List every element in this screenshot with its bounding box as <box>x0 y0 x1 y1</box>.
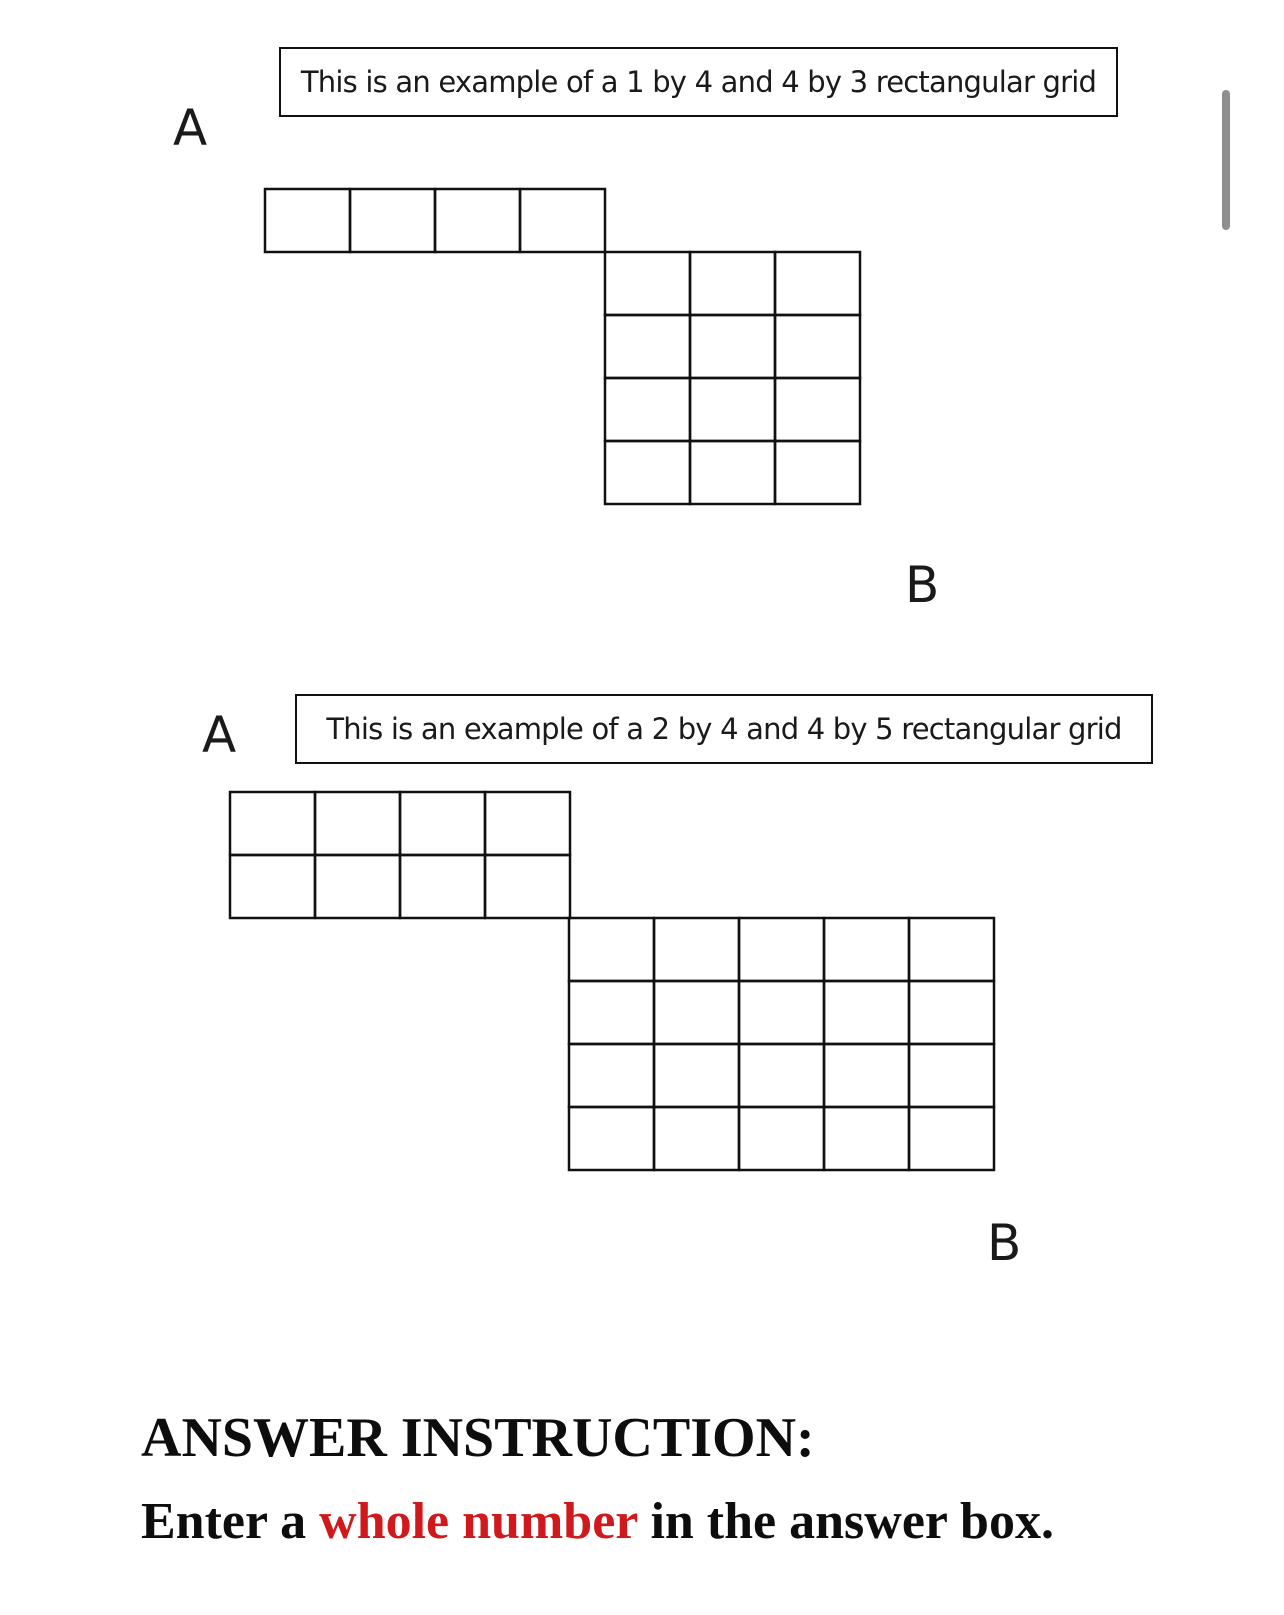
example2-grid-2-by-4 <box>230 792 570 918</box>
grid-cell <box>824 918 909 981</box>
grid-cell <box>400 855 485 918</box>
grid-cell <box>690 252 775 315</box>
grid-cell <box>654 1044 739 1107</box>
example2-grid-4-by-5 <box>569 918 994 1170</box>
instruction-text-before: Enter a <box>141 1493 320 1550</box>
grid-cell <box>739 981 824 1044</box>
grid-cell <box>909 1044 994 1107</box>
grid-cell <box>909 1107 994 1170</box>
grid-cell <box>485 855 570 918</box>
grid-cell <box>230 792 315 855</box>
grid-cell <box>654 981 739 1044</box>
vertical-scrollbar-thumb[interactable] <box>1222 90 1230 230</box>
answer-instruction-title: ANSWER INSTRUCTION: <box>141 1407 815 1469</box>
grid-cell <box>824 1107 909 1170</box>
grid-cell <box>315 855 400 918</box>
example2-label-a: A <box>202 706 237 764</box>
grid-cell <box>824 981 909 1044</box>
example2-label-b: B <box>987 1214 1022 1272</box>
grid-cell <box>824 1044 909 1107</box>
grid-cell <box>520 189 605 252</box>
grid-cell <box>654 1107 739 1170</box>
grid-cell <box>775 252 860 315</box>
grid-cell <box>739 1044 824 1107</box>
grid-cell <box>605 315 690 378</box>
grid-cell <box>654 918 739 981</box>
example1-grid-4-by-3 <box>605 252 860 504</box>
example1-grid-1-by-4 <box>265 189 605 252</box>
grid-cell <box>569 981 654 1044</box>
grid-cell <box>230 855 315 918</box>
example1-caption-text: This is an example of a 1 by 4 and 4 by 3 rectangular grid <box>300 65 1097 99</box>
grid-cell <box>605 441 690 504</box>
grid-cell <box>605 252 690 315</box>
example1-label-b: B <box>905 556 940 614</box>
grid-cell <box>690 441 775 504</box>
grid-cell <box>739 918 824 981</box>
example1-label-a: A <box>173 99 208 157</box>
grid-cell <box>435 189 520 252</box>
grid-cell <box>775 378 860 441</box>
grid-cell <box>485 792 570 855</box>
grid-cell <box>775 315 860 378</box>
grid-cell <box>909 918 994 981</box>
grid-cell <box>739 1107 824 1170</box>
answer-instruction-text <box>141 1493 1054 1550</box>
grid-cell <box>265 189 350 252</box>
grid-cell <box>775 441 860 504</box>
grid-cell <box>400 792 485 855</box>
grid-cell <box>569 1107 654 1170</box>
example2-caption <box>295 694 1153 764</box>
grid-cell <box>315 792 400 855</box>
grid-cell <box>569 918 654 981</box>
grid-cell <box>690 315 775 378</box>
grid-cell <box>690 378 775 441</box>
instruction-text-highlight: whole number <box>319 1493 638 1550</box>
grid-cell <box>605 378 690 441</box>
grid-cell <box>350 189 435 252</box>
instruction-text-after: in the answer box. <box>637 1493 1054 1550</box>
grid-cell <box>569 1044 654 1107</box>
example2-caption-text: This is an example of a 2 by 4 and 4 by 5 rectangular grid <box>326 712 1122 746</box>
grid-cell <box>909 981 994 1044</box>
